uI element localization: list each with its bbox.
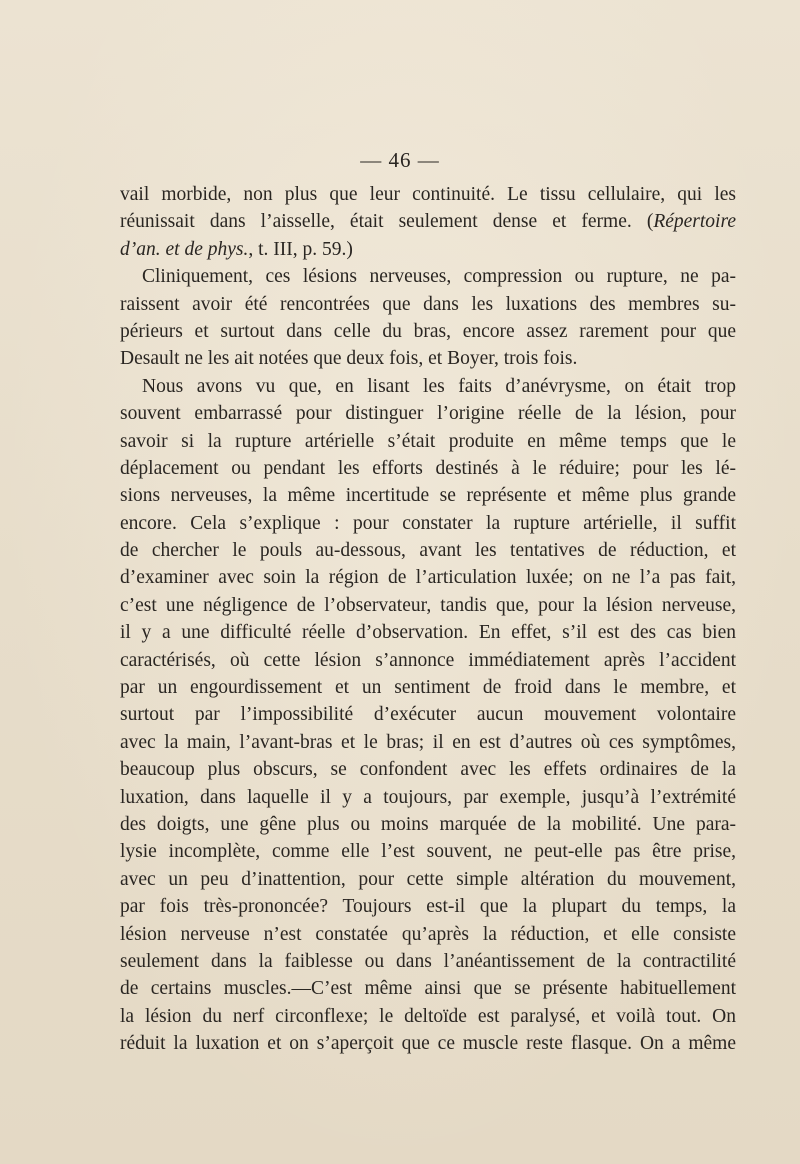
text-line: avec un peu d’inattention, pour cette simple altération du mouvement,: [120, 868, 736, 890]
text-line: lésion nerveuse n’est constatée qu’après la réduction, et elle consiste: [120, 923, 736, 945]
text-line: d’examiner avec soin la région de l’articulation luxée; on ne l’a pas fait,: [120, 567, 736, 589]
text-line: beaucoup plus obscurs, se confondent avec les effets ordinaires de la: [120, 759, 736, 781]
text-line: lysie incomplète, comme elle l’est souvent, ne peut-elle pas être prise,: [120, 841, 736, 863]
text-line: seulement dans la faiblesse ou dans l’anéantissement de la contractilité: [120, 950, 736, 972]
text-line: réunissait dans l’aisselle, était seulement dense et ferme. (Répertoire: [120, 211, 736, 233]
text-line: surtout par l’impossibilité d’exécuter aucun mouvement volontaire: [120, 704, 736, 726]
paragraph-start-line: Cliniquement, ces lésions nerveuses, compression ou rupture, ne pa-: [142, 266, 736, 288]
text-line: luxation, dans laquelle il y a toujours, par exemple, jusqu’à l’extrémité: [120, 786, 736, 808]
text-line: c’est une négligence de l’observateur, tandis que, pour la lésion nerveuse,: [120, 594, 736, 616]
text-line: caractérisés, où cette lésion s’annonce immédiatement après l’accident: [120, 649, 736, 671]
text-line: raissent avoir été rencontrées que dans les luxations des membres su-: [120, 293, 736, 315]
text-line: réduit la luxation et on s’aperçoit que ce muscle reste flasque. On a même: [120, 1033, 736, 1055]
text-line: des doigts, une gêne plus ou moins marquée de la mobilité. Une para-: [120, 813, 736, 835]
text-line: la lésion du nerf circonflexe; le deltoïde est paralysé, et voilà tout. On: [120, 1005, 736, 1027]
text-line: il y a une difficulté réelle d’observation. En effet, s’il est des cas bien: [120, 622, 736, 644]
body-text: [120, 181, 736, 1058]
text-line: vail morbide, non plus que leur continuité. Le tissu cellulaire, qui les: [120, 184, 736, 205]
text-line: souvent embarrassé pour distinguer l’origine réelle de la lésion, pour: [120, 403, 736, 425]
text-line: Desault ne les ait notées que deux fois, et Boyer, trois fois.: [120, 348, 578, 370]
text-line: par un engourdissement et un sentiment de froid dans le membre, et: [120, 677, 736, 699]
text-line: d’an. et de phys., t. III, p. 59.): [120, 238, 353, 260]
text-line: par fois très-prononcée? Toujours est-il que la plupart du temps, la: [120, 896, 736, 918]
text-line: sions nerveuses, la même incertitude se représente et même plus grande: [120, 485, 736, 507]
paragraph-start-line: Nous avons vu que, en lisant les faits d’anévrysme, on était trop: [142, 375, 736, 397]
text-line: encore. Cela s’explique : pour constater la rupture artérielle, il suffit: [120, 512, 736, 534]
text-line: de chercher le pouls au-dessous, avant les tentatives de réduction, et: [120, 540, 736, 562]
text-line: avec la main, l’avant-bras et le bras; il en est d’autres où ces symptômes,: [120, 731, 736, 753]
text-line: savoir si la rupture artérielle s’était produite en même temps que le: [120, 430, 736, 452]
page-number: — 46 —: [360, 148, 440, 172]
text-line: périeurs et surtout dans celle du bras, encore assez rarement pour que: [120, 320, 736, 342]
text-line: de certains muscles.—C’est même ainsi que se présente habituellement: [120, 978, 736, 1000]
text-line: déplacement ou pendant les efforts destinés à le réduire; pour les lé-: [120, 457, 736, 479]
